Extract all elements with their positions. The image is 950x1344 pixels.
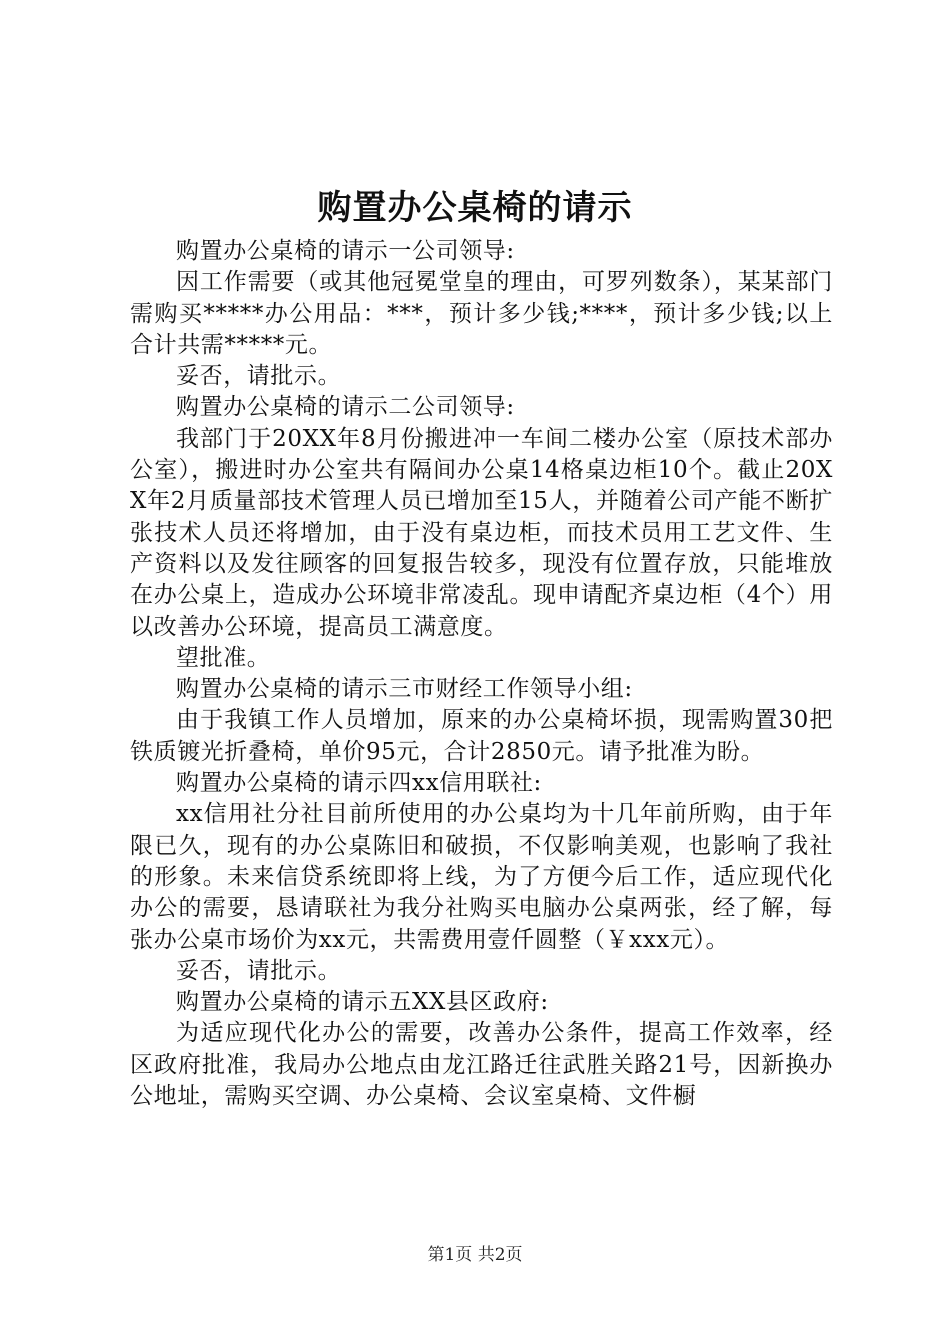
paragraph-request-5-heading: 购置办公桌椅的请示五XX县区政府: [176,989,549,1016]
document-title: 购置办公桌椅的请示 [317,188,633,228]
paragraph-request-1-body: 因工作需要（或其他冠冕堂皇的理由，可罗列数条），某某部门需购买*****办公用品：***，预计多少钱;****，预计多少钱;以上合计共需*****元。 [130,269,833,358]
page-number-footer: 第1页 共2页 [427,1245,523,1265]
paragraph-request-2-closing: 望批准。 [176,644,271,671]
paragraph-request-1-heading: 购置办公桌椅的请示一公司领导: [176,238,515,264]
paragraph-request-3-body: 由于我镇工作人员增加，原来的办公桌椅坏损，现需购置30把铁质镀光折叠椅，单价95元，合计2850元。请予批准为盼。 [130,707,833,765]
paragraph-request-4-closing: 妥否，请批示。 [176,957,342,984]
paragraph-request-4-heading: 购置办公桌椅的请示四xx信用联社: [176,770,542,797]
document-body [130,236,833,1112]
paragraph-request-2-heading: 购置办公桌椅的请示二公司领导: [176,394,515,421]
paragraph-request-4-body: xx信用社分社目前所使用的办公桌均为十几年前所购，由于年限已久，现有的办公桌陈旧和破损，不仅影响美观，也影响了我社的形象。未来信贷系统即将上线，为了方便今后工作，适应现代化办公的需要，恳请联社为我分社购买电脑办公桌两张，经了解，每张办公桌市场价为xx元，共需费用壹仟圆整（￥xxx元）。 [130,801,833,953]
paragraph-request-3-heading: 购置办公桌椅的请示三市财经工作领导小组: [176,676,633,703]
paragraph-request-2-body: 我部门于20XX年8月份搬进冲一车间二楼办公室（原技术部办公室），搬进时办公室共有隔间办公桌14格桌边柜10个。截止20XX年2月质量部技术管理人员已增加至15人，并随着公司产能不断扩张技术人员还将增加，由于没有桌边柜，而技术员用工艺文件、生产资料以及发往顾客的回复报告较多，现没有位置存放，只能堆放在办公桌上，造成办公环境非常凌乱。现申请配齐桌边柜（4个）用以改善办公环境，提高员工满意度。 [130,425,833,640]
paragraph-request-5-body: 为适应现代化办公的需要，改善办公条件，提高工作效率，经区政府批准，我局办公地点由龙江路迁往武胜关路21号，因新换办公地址，需购买空调、办公桌椅、会议室桌椅、文件橱 [130,1020,833,1110]
paragraph-request-1-closing: 妥否，请批示。 [176,363,342,390]
